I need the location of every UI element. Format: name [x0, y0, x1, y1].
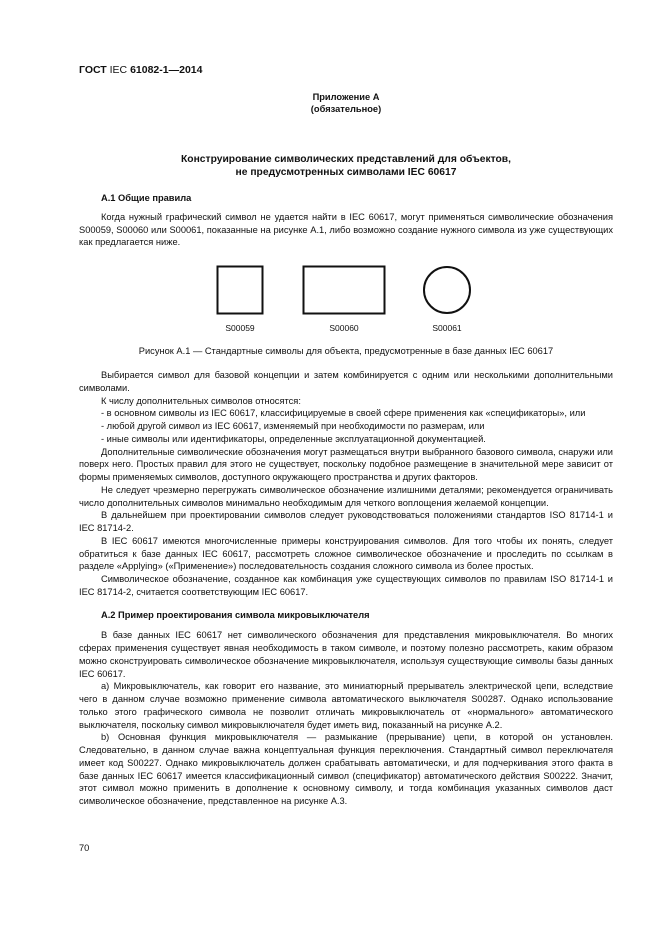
paragraph: Когда нужный графический символ не удается найти в IEC 60617, могут применяться символические обозначения S00059, S00060 или S00061, показанные на рисунке А.1, либо возможно создание нужного символа из уже существующих как предлагается ниже.	[79, 211, 613, 248]
figure-a1	[0, 0, 661, 340]
figure-caption: Рисунок А.1 — Стандартные символы для объекта, предусмотренные в базе данных IEC 60617	[138, 346, 554, 356]
figure-label-s00061: S00061	[432, 323, 462, 333]
appendix-title: Приложение А	[312, 92, 380, 102]
figure-label-s00060: S00060	[329, 323, 359, 333]
body-text	[79, 369, 613, 808]
paragraph: Выбирается символ для базовой концепции и затем комбинируется с одним или несколькими дополнительными символами.	[79, 370, 613, 393]
section-heading-a2: А.2 Пример проектирования символа микровыключателя	[101, 609, 370, 620]
paragraph: В дальнейшем при проектировании символов следует руководствоваться положениями стандартов ISO 81714-1 и IEC 81714-2.	[79, 510, 613, 533]
square-object-symbol	[218, 267, 263, 314]
appendix-subtitle: (обязательное)	[310, 104, 382, 114]
paragraph: Дополнительные символические обозначения могут размещаться внутри выбранного базового символа, снаружи или поверх него. Простых правил для этого не существует, поскольку подобное размещение в значительной мере зависит от формы применяемых символов, доступного окружающего пространства и других факторов.	[79, 446, 613, 482]
list-item: - в основном символы из IEC 60617, классифицируемые в своей сфере применения как «спецификаторы», или	[101, 408, 586, 419]
paragraph: a) Микровыключатель, как говорит его название, это миниатюрный прерыватель электрической цепи, вследствие чего в данном случае возможно применение символа автоматического выключателя S00287. Однако использование только этого графического символа не позволит отличать микровыключатель от «нормального» автоматического выключателя, поскольку символ микровыключателя будет иметь вид, показанный на рисунке А.2.	[79, 681, 613, 730]
main-title-line1: Конструирование символических представлений для объектов,	[181, 154, 511, 165]
page-number: 70	[79, 843, 90, 853]
header-gost: ГОСТ	[79, 64, 107, 76]
header-number: 61082-1—2014	[130, 64, 203, 76]
paragraph: В базе данных IEC 60617 нет символического обозначения для представления микровыключателя. Во многих сферах применения существует явная необходимость в таком символе, и поэтому полезно рассмотреть, каким образом можно сконструировать символическое обозначение микровыключателя, используя существующие символы базы данных IEC 60617.	[79, 630, 613, 679]
main-title-line2: не предусмотренных символами IEC 60617	[235, 167, 457, 178]
paragraph: Символическое обозначение, созданное как комбинация уже существующих символов по правилам ISO 81714-1 и IEC 81714-2, считается соответствующим IEC 60617.	[79, 574, 613, 597]
rectangle-object-symbol	[304, 267, 385, 314]
paragraph: Не следует чрезмерно перегружать символическое обозначение излишними деталями; рекомендуется ограничивать число дополнительных символов минимально необходимым для четкого воплощения желаемой концепции.	[79, 484, 613, 508]
paragraph: К числу дополнительных символов относятся:	[101, 395, 301, 406]
list-item: - любой другой символ из IEC 60617, изменяемый при необходимости по размерам, или	[101, 421, 485, 431]
section-heading-a1: А.1 Общие правила	[101, 193, 192, 203]
paragraph: b) Основная функция микровыключателя — размыкание (прерывание) цепи, в которой он установлен. Следовательно, в данном случае важна концептуальная функция переключения. Стандартный символ переключателя имеет код S00227. Однако микровыключатель должен срабатывать автоматически, и для подчеркивания этого факта в базе данных IEC 60617 имеется классификационный символ (спецификатор) автоматического действия S00222. Значит, этот символ можно применить в дополнение к основному символу, и тогда комбинация указанных символов даст символическое обозначение, представленное на рисунке А.3.	[79, 732, 613, 806]
figure-label-s00059: S00059	[225, 323, 255, 333]
paragraph: В IEC 60617 имеются многочисленные примеры конструирования символов. Для того чтобы их понять, следует обратиться к базе данных IEC 60617, рассмотреть сложное символическое обозначение и проследить по ссылкам в разделе «Applying» («Применение») последовательность создания сложного символа из более простых.	[79, 535, 613, 572]
header-iec: IEC	[109, 64, 128, 76]
circle-object-symbol	[424, 267, 470, 313]
list-item: - иные символы или идентификаторы, определенные эксплуатационной документацией.	[101, 433, 486, 444]
